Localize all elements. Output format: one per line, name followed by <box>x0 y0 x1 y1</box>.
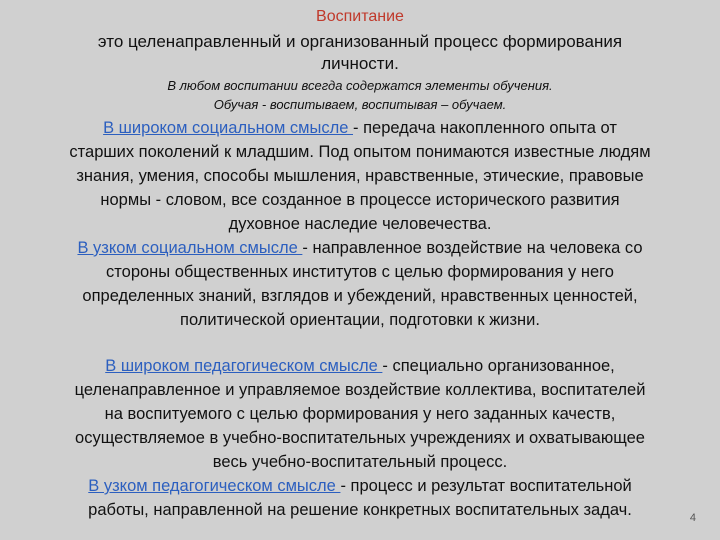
broad-ped-line-2: целенаправленное и управляемое воздействие коллектива, воспитателей <box>74 381 646 399</box>
narrow-ped-term: В узком педагогическом смысле <box>88 477 341 495</box>
narrow-social-line-4: политической ориентации, подготовки к жизни. <box>180 311 540 329</box>
narrow-social-term: В узком социальном смысле <box>77 239 303 257</box>
definition-line-2: личности. <box>321 54 399 73</box>
broad-ped-line-1: В широком педагогическом смысле - специально организованное, <box>105 357 615 375</box>
page-number: 4 <box>689 512 696 524</box>
broad-ped-term: В широком педагогическом смысле <box>105 357 383 375</box>
narrow-social-line-1: В узком социальном смысле - направленное воздействие на человека со <box>77 239 643 257</box>
note-line-1: В любом воспитании всегда содержатся элементы обучения. <box>167 78 553 93</box>
broad-social-line-3: знания, умения, способы мышления, нравственные, этические, правовые <box>76 167 644 185</box>
narrow-social-line-3: определенных знаний, взглядов и убеждений, нравственных ценностей, <box>82 287 638 305</box>
broad-social-line-4: нормы - словом, все созданное в процессе исторического развития <box>100 191 620 209</box>
broad-social-line-2: старших поколений к младшим. Под опытом понимаются известные людям <box>69 143 651 161</box>
narrow-ped-line-2: работы, направленной на решение конкретных воспитательных задач. <box>88 501 632 519</box>
narrow-ped-line-1: В узком педагогическом смысле - процесс и результат воспитательной <box>88 477 632 495</box>
broad-social-term: В широком социальном смысле <box>103 119 353 137</box>
broad-ped-line-4: осуществляемое в учебно-воспитательных учреждениях и охватывающее <box>75 429 645 447</box>
narrow-social-line-2: стороны общественных институтов с целью формирования у него <box>106 263 614 281</box>
note-line-2: Обучая - воспитываем, воспитывая – обучаем. <box>213 97 507 112</box>
broad-social-line-1: В широком социальном смысле - передача накопленного опыта от <box>103 119 617 137</box>
broad-social-line-5: духовное наследие человечества. <box>228 215 492 233</box>
broad-ped-line-3: на воспитуемого с целью формирования у него заданных качеств, <box>104 405 616 423</box>
definition-line-1: это целенаправленный и организованный процесс формирования <box>97 32 623 51</box>
broad-ped-line-5: весь учебно-воспитательный процесс. <box>212 453 508 471</box>
slide-title: Воспитание <box>316 8 404 25</box>
